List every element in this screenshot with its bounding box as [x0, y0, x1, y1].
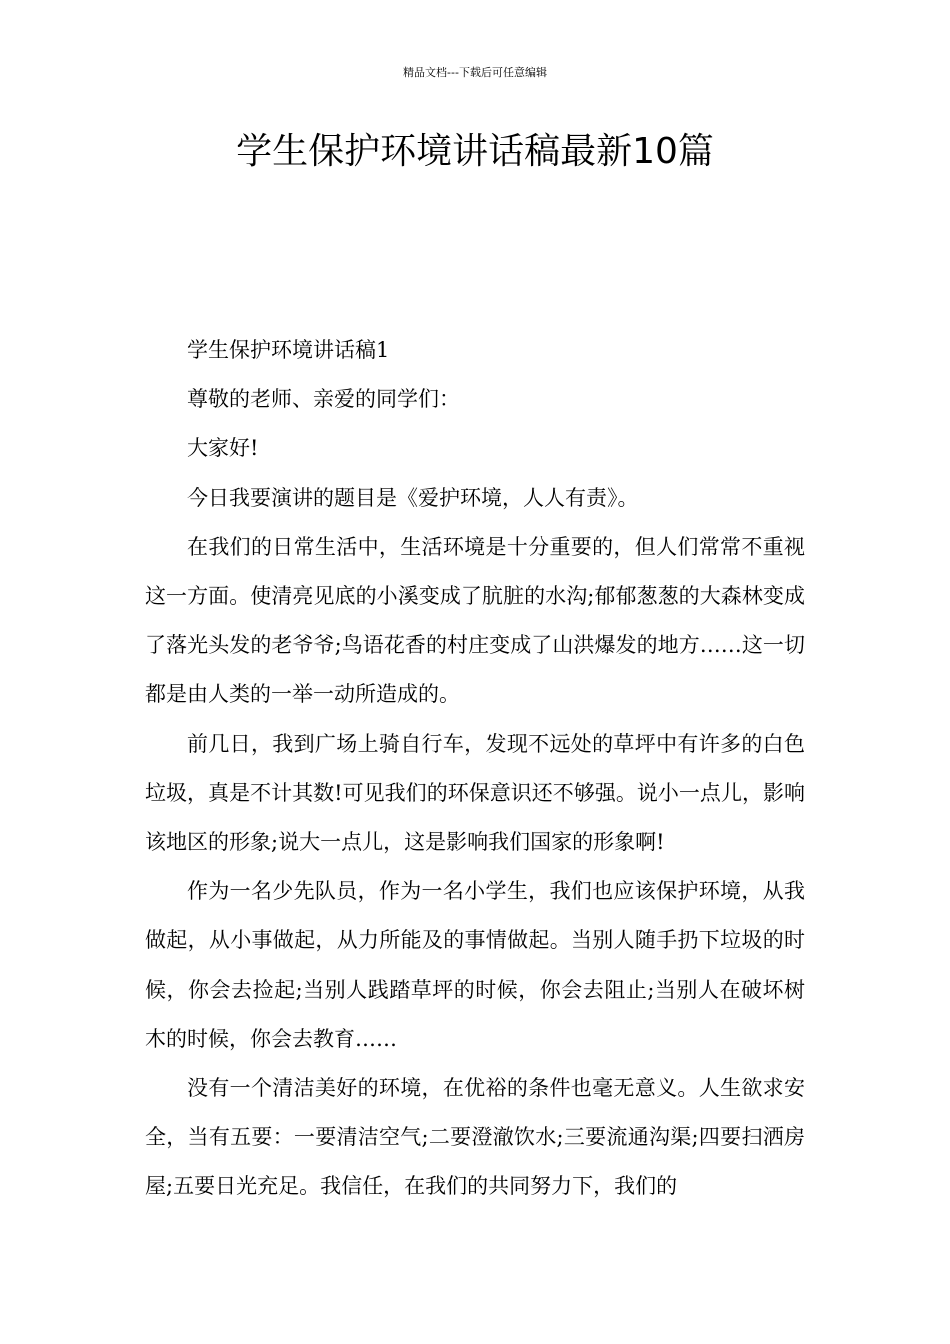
paragraph: 作为一名少先队员，作为一名小学生，我们也应该保护环境，从我做起，从小事做起，从力所能及的事情做起。当别人随手扔下垃圾的时候，你会去捡起;当别人践踏草坪的时候，你会去阻止;当别人在破坏树木的时候，你会去教育…… — [145, 879, 805, 1051]
paragraph: 在我们的日常生活中，生活环境是十分重要的，但人们常常不重视这一方面。使清亮见底的小溪变成了肮脏的水沟;郁郁葱葱的大森林变成了落光头发的老爷爷;鸟语花香的村庄变成了山洪爆发的地方……这一切都是由人类的一举一动所造成的。 — [145, 534, 805, 707]
paragraph: 今日我要演讲的题目是《爱护环境，人人有责》。 — [187, 485, 639, 510]
paragraph: 尊敬的老师、亲爱的同学们： — [187, 387, 460, 412]
document-title: 学生保护环境讲话稿最新10篇 — [236, 131, 714, 172]
paragraph: 前几日，我到广场上骑自行车，发现不远处的草坪中有许多的白色垃圾，真是不计其数!可见我们的环保意识还不够强。说小一点儿，影响该地区的形象;说大一点儿，这是影响我们国家的形象啊! — [145, 731, 805, 855]
document-body — [145, 326, 805, 1212]
paragraph: 大家好! — [187, 436, 259, 461]
header-note: 精品文档---下载后可任意编辑 — [403, 66, 547, 79]
paragraph: 没有一个清洁美好的环境，在优裕的条件也毫无意义。人生欲求安全，当有五要：一要清洁空气;二要澄澈饮水;三要流通沟渠;四要扫洒房屋;五要日光充足。我信任，在我们的共同努力下，我们的 — [145, 1076, 805, 1199]
paragraph: 学生保护环境讲话稿1 — [187, 338, 390, 362]
